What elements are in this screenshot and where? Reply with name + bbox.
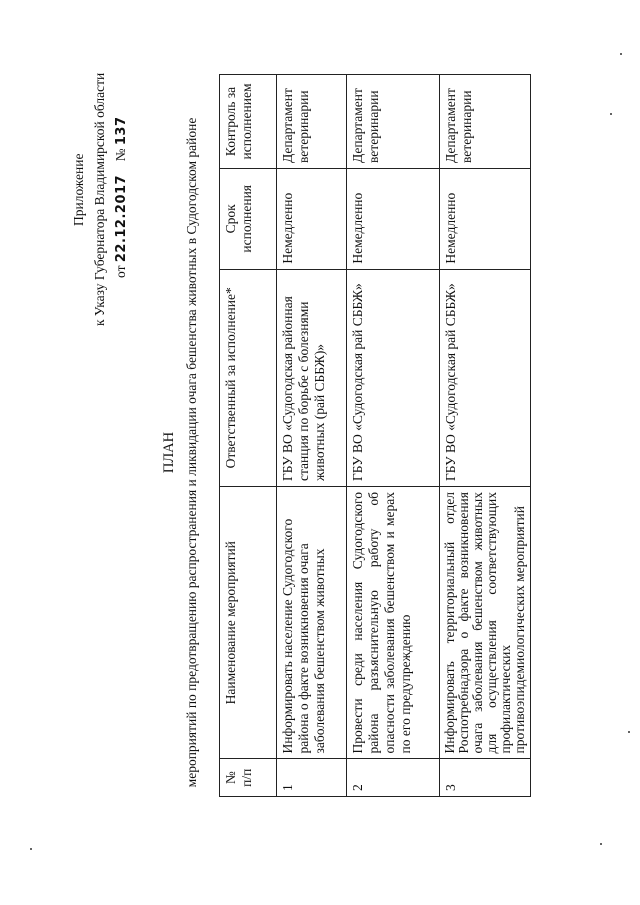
- header-name: Наименование мероприятий: [220, 487, 277, 759]
- appendix-date-line: [110, 73, 132, 350]
- table-row: [277, 75, 347, 797]
- row-name: Информировать территориальный отдел Роспотребнадзора о факте возникновения очага заболевания бешенством животных для осуществления соответствующих профилактических противоэпидемиологических мероприятий: [440, 487, 531, 759]
- scan-speck: [30, 848, 32, 850]
- row-responsible: ГБУ ВО «Судогодская районная станция по борьбе с болезнями животных (рай СББЖ)»: [277, 269, 347, 486]
- row-name: Информировать население Судогодского района о факте возникновения очага заболевания бешенством животных: [277, 487, 347, 759]
- header-control: Контроль за исполнением: [220, 75, 277, 169]
- row-responsible: ГБУ ВО «Судогодская рай СББЖ»: [347, 269, 440, 486]
- plan-table: [219, 74, 531, 797]
- row-responsible: ГБУ ВО «Судогодская рай СББЖ»: [440, 269, 531, 486]
- decree-date: 22.12.2017: [114, 174, 129, 263]
- scan-speck: [610, 113, 612, 115]
- appendix-block: [68, 73, 132, 350]
- plan-subtitle: мероприятий по предотвращению распространения и ликвидации очага бешенства животных в Судогодском районе: [184, 117, 199, 788]
- row-num: 1: [277, 759, 347, 797]
- row-control: Департамент ветеринарии: [277, 75, 347, 169]
- row-control: Департамент ветеринарии: [347, 75, 440, 169]
- plan-title: ПЛАН: [161, 431, 177, 474]
- header-responsible: Ответственный за исполнение*: [220, 269, 277, 486]
- date-prefix: от: [113, 265, 128, 278]
- row-term: Немедленно: [440, 168, 531, 269]
- row-control: Департамент ветеринарии: [440, 75, 531, 169]
- header-term: Срок исполнения: [220, 168, 277, 269]
- row-num: 3: [440, 759, 531, 797]
- decree-number: 137: [114, 116, 129, 146]
- table-row: [440, 75, 531, 797]
- scan-speck: [600, 843, 602, 845]
- number-prefix: №: [113, 148, 128, 162]
- header-num: № п/п: [220, 759, 277, 797]
- scan-speck: [620, 53, 622, 55]
- table-header-row: [220, 75, 277, 797]
- appendix-label: Приложение: [71, 153, 86, 226]
- table-row: [347, 75, 440, 797]
- row-term: Немедленно: [277, 168, 347, 269]
- row-name: Провести среди населения Судогодского района разъяснительную работу об опасности заболевания бешенством и мерах по его предупреждению: [347, 487, 440, 759]
- row-num: 2: [347, 759, 440, 797]
- row-term: Немедленно: [347, 168, 440, 269]
- appendix-decree: к Указу Губернатора Владимирской области: [92, 72, 107, 326]
- scan-speck: [628, 731, 630, 733]
